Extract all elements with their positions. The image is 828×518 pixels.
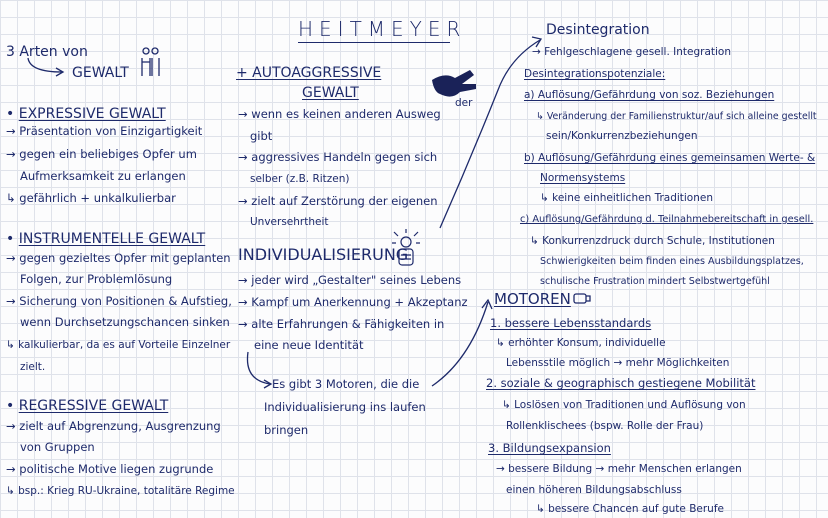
bullet-dot: • [6,398,19,414]
desintegration-item-b-line: ↳ keine einheitlichen Traditionen [540,192,713,204]
motoren-item-1: 1. bessere Lebensstandards [490,316,652,330]
autoaggressive-line: → aggressives Handeln gegen sich [238,150,438,164]
autoaggressive-line: gibt [250,129,273,143]
regressive-line: → zielt auf Abgrenzung, Ausgrenzung [6,419,221,433]
types-heading: 3 Arten von [6,44,88,60]
expressive-title [6,107,166,121]
instrumental-line: → gegen gezieltes Opfer mit geplanten [6,251,231,265]
autoaggressive-line: → wenn es keinen anderen Ausweg [238,107,441,121]
regressive-line: von Gruppen [20,440,95,454]
motoren-item-2: 2. soziale & geographisch gestiegene Mobilität [486,376,756,390]
people-icon [142,48,159,76]
arrow-individualisierung-note [247,352,270,384]
instrumental-line: Folgen, zur Problemlösung [20,272,173,286]
motoren-item-1-line: ↳ erhöhter Konsum, individuelle [496,337,666,349]
arrow-note-motoren [432,302,488,386]
motoren-item-2-line: Rollenklischees (bspw. Rolle der Frau) [506,420,704,432]
hand-icon [432,70,476,97]
desintegration-item-b-label2: Normensystems [540,172,626,184]
motoren-note-line: bringen [264,423,309,437]
individualisierung-line: eine neue Identität [254,338,364,352]
desintegration-item-c-line: schulische Frustration mindert Selbstwertgefühl [540,276,770,287]
desintegration-subheading: Desintegrationspotenziale: [524,68,666,80]
motoren-title: MOTOREN [494,290,571,308]
individualisierung-line: → Kampf um Anerkennung + Akzeptanz [238,295,468,309]
motoren-item-3: 3. Bildungsexpansion [488,441,611,455]
instrumental-line: zielt. [20,361,46,373]
regressive-line: ↳ bsp.: Krieg RU-Ukraine, totalitäre Regime [6,485,235,497]
individualisierung-line: → alte Erfahrungen & Fähigkeiten in [238,317,445,331]
expressive-title-text: EXPRESSIVE GEWALT [18,106,166,122]
instrumental-line: wenn Durchsetzungschancen sinken [20,315,230,329]
regressive-title [6,399,168,413]
expressive-line: → Präsentation von Einzigartigkeit [6,124,203,138]
desintegration-item-c: c) Auflösung/Gefährdung d. Teilnahmebereitschaft in gesell. [520,214,814,225]
autoaggressive-title-gewalt: GEWALT [302,85,359,101]
desintegration-intro: → Fehlgeschlagene gesell. Integration [532,46,732,58]
desintegration-title: Desintegration [546,22,650,38]
expressive-line: → gegen ein beliebiges Opfer um [6,147,197,161]
bullet-dot: • [6,231,19,247]
motoren-note-line: Es gibt 3 Motoren, die die [272,377,420,391]
title-underline [298,42,450,43]
motoren-item-2-line: ↳ Loslösen von Traditionen und Auflösung von [502,399,746,411]
autoaggressive-title: + AUTOAGGRESSIVE [236,65,382,81]
der-label: der [455,97,473,109]
motoren-item-3-line: einen höheren Bildungsabschluss [506,484,682,496]
types-heading-gewalt: GEWALT [72,65,129,81]
regressive-title-text: REGRESSIVE GEWALT [18,398,169,414]
motoren-item-3-line: → bessere Bildung → mehr Menschen erlangen [496,463,742,475]
expressive-line: ↳ gefährlich + unkalkulierbar [6,191,176,205]
regressive-line: → politische Motive liegen zugrunde [6,462,214,476]
motoren-item-3-line: ↳ bessere Chancen auf gute Berufe [536,503,724,515]
arrow-heading [28,58,62,72]
desintegration-item-c-line: ↳ Konkurrenzdruck durch Schule, Institutionen [530,235,775,247]
desintegration-item-a: a) Auflösung/Gefährdung von soz. Beziehungen [524,89,775,101]
instrumental-title [6,232,205,246]
bullet-dot: • [6,106,19,122]
autoaggressive-line: selber (z.B. Ritzen) [250,173,350,185]
instrumental-line: ↳ kalkulierbar, da es auf Vorteile Einzelner [6,339,231,351]
desintegration-item-a-line: sein/Konkurrenzbeziehungen [546,130,698,142]
expressive-line: Aufmerksamkeit zu erlangen [20,169,186,183]
motoren-note-line: Individualisierung ins laufen [264,400,426,414]
instrumental-line: → Sicherung von Positionen & Aufstieg, [6,294,232,308]
autoaggressive-line: → zielt auf Zerstörung der eigenen [238,194,438,208]
motoren-item-1-line: Lebensstile möglich → mehr Möglichkeiten [506,357,730,369]
individualisierung-line: → jeder wird „Gestalter" seines Lebens [238,273,462,287]
individualisierung-title: INDIVIDUALISIERUNG [238,245,409,264]
desintegration-item-a-line: ↳ Veränderung der Familienstruktur/auf sich alleine gestellt [536,111,817,122]
desintegration-item-b: b) Auflösung/Gefährdung eines gemeinsamen Werte- & [524,152,816,164]
engine-icon [574,294,590,303]
page-title: HEITMEYER [298,17,467,41]
instrumental-title-text: INSTRUMENTELLE GEWALT [18,231,206,247]
desintegration-item-c-line: Schwierigkeiten beim finden eines Ausbildungsplatzes, [540,256,804,267]
autoaggressive-line: Unversehrtheit [250,216,329,228]
